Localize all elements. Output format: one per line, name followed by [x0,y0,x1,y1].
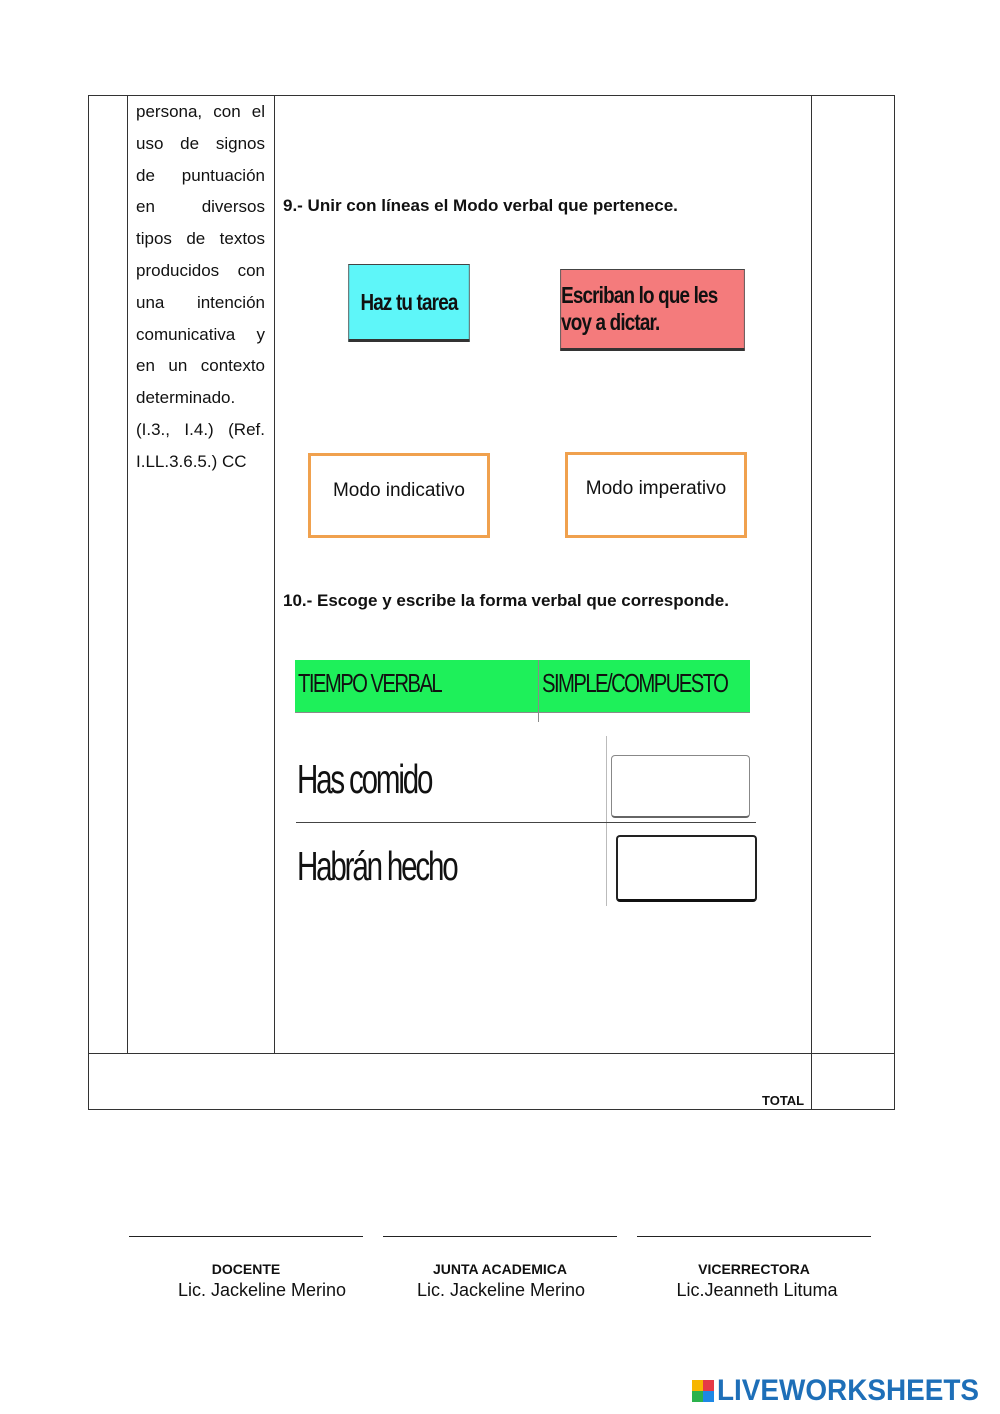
verb-has-comido: Has comido [297,756,432,802]
liveworksheets-brand [692,1374,999,1408]
verb-table-header [295,660,750,713]
indicator-line: tipos de textos [136,229,265,249]
signature-role-vicerrectora: VICERRECTORA [698,1261,810,1277]
table-left-border [88,95,89,1110]
question-10-title: 10.- Escoge y escribe la forma verbal que corresponde. [283,591,729,610]
table-col-divider-3 [811,95,812,1110]
verb-table-divider [606,736,607,906]
target-label: Modo indicativo [332,480,466,501]
indicator-line: comunicativa y [136,324,265,344]
table-col-divider-1 [127,95,128,1054]
signature-line-vicerrectora [637,1236,871,1237]
drag-card-haz-tu-tarea[interactable] [348,264,469,342]
table-row-divider [88,1053,895,1054]
indicator-line: I.LL.3.6.5.) CC [136,451,247,471]
header-simple-compuesto: SIMPLE/COMPUESTO [542,668,728,698]
brand-wordmark: LIVEWORKSHEETS [717,1374,979,1407]
signature-role-junta: JUNTA ACADEMICA [432,1261,568,1277]
answer-input-habran-hecho[interactable] [616,835,757,902]
table-bottom-border [88,1109,895,1110]
target-label: Modo imperativo [585,478,727,499]
question-9-title: 9.- Unir con líneas el Modo verbal que pertenece. [283,196,678,215]
indicator-line: determinado. [136,388,236,408]
drag-card-escriban[interactable] [560,269,745,351]
card-label: Haz tu tarea [360,288,458,315]
total-label: TOTAL [762,1093,805,1108]
signature-name-junta: Lic. Jackeline Merino [416,1280,586,1300]
evaluation-indicator-text [136,96,265,478]
table-col-divider-2 [274,95,275,1054]
verb-table-row-line [296,822,756,823]
indicator-line: en un contexto [136,356,265,376]
indicator-line: uso de signos [136,133,265,153]
header-tiempo-verbal: TIEMPO VERBAL [298,668,442,698]
signature-line-junta [383,1236,617,1237]
indicator-line: producidos con [136,260,265,280]
liveworksheets-logo-icon [692,1380,714,1402]
table-right-border [894,95,895,1110]
indicator-line: de puntuación [136,165,265,185]
header-divider [538,660,539,722]
signature-name-docente: Lic. Jackeline Merino [177,1280,347,1300]
match-target-modo-imperativo[interactable] [565,452,747,538]
card-label: Escriban lo que les voy a dictar. [561,282,718,335]
signature-role-docente: DOCENTE [211,1261,281,1277]
indicator-line: una intención [136,292,265,312]
indicator-line: (I.3., I.4.) (Ref. [136,419,265,439]
signature-line-docente [129,1236,363,1237]
match-target-modo-indicativo[interactable] [308,453,490,538]
signature-name-vicerrectora: Lic.Jeanneth Lituma [676,1280,838,1300]
answer-input-has-comido[interactable] [611,755,750,818]
indicator-line: en diversos [136,197,265,217]
indicator-line: persona, con el [136,102,265,121]
verb-habran-hecho: Habrán hecho [297,843,457,889]
